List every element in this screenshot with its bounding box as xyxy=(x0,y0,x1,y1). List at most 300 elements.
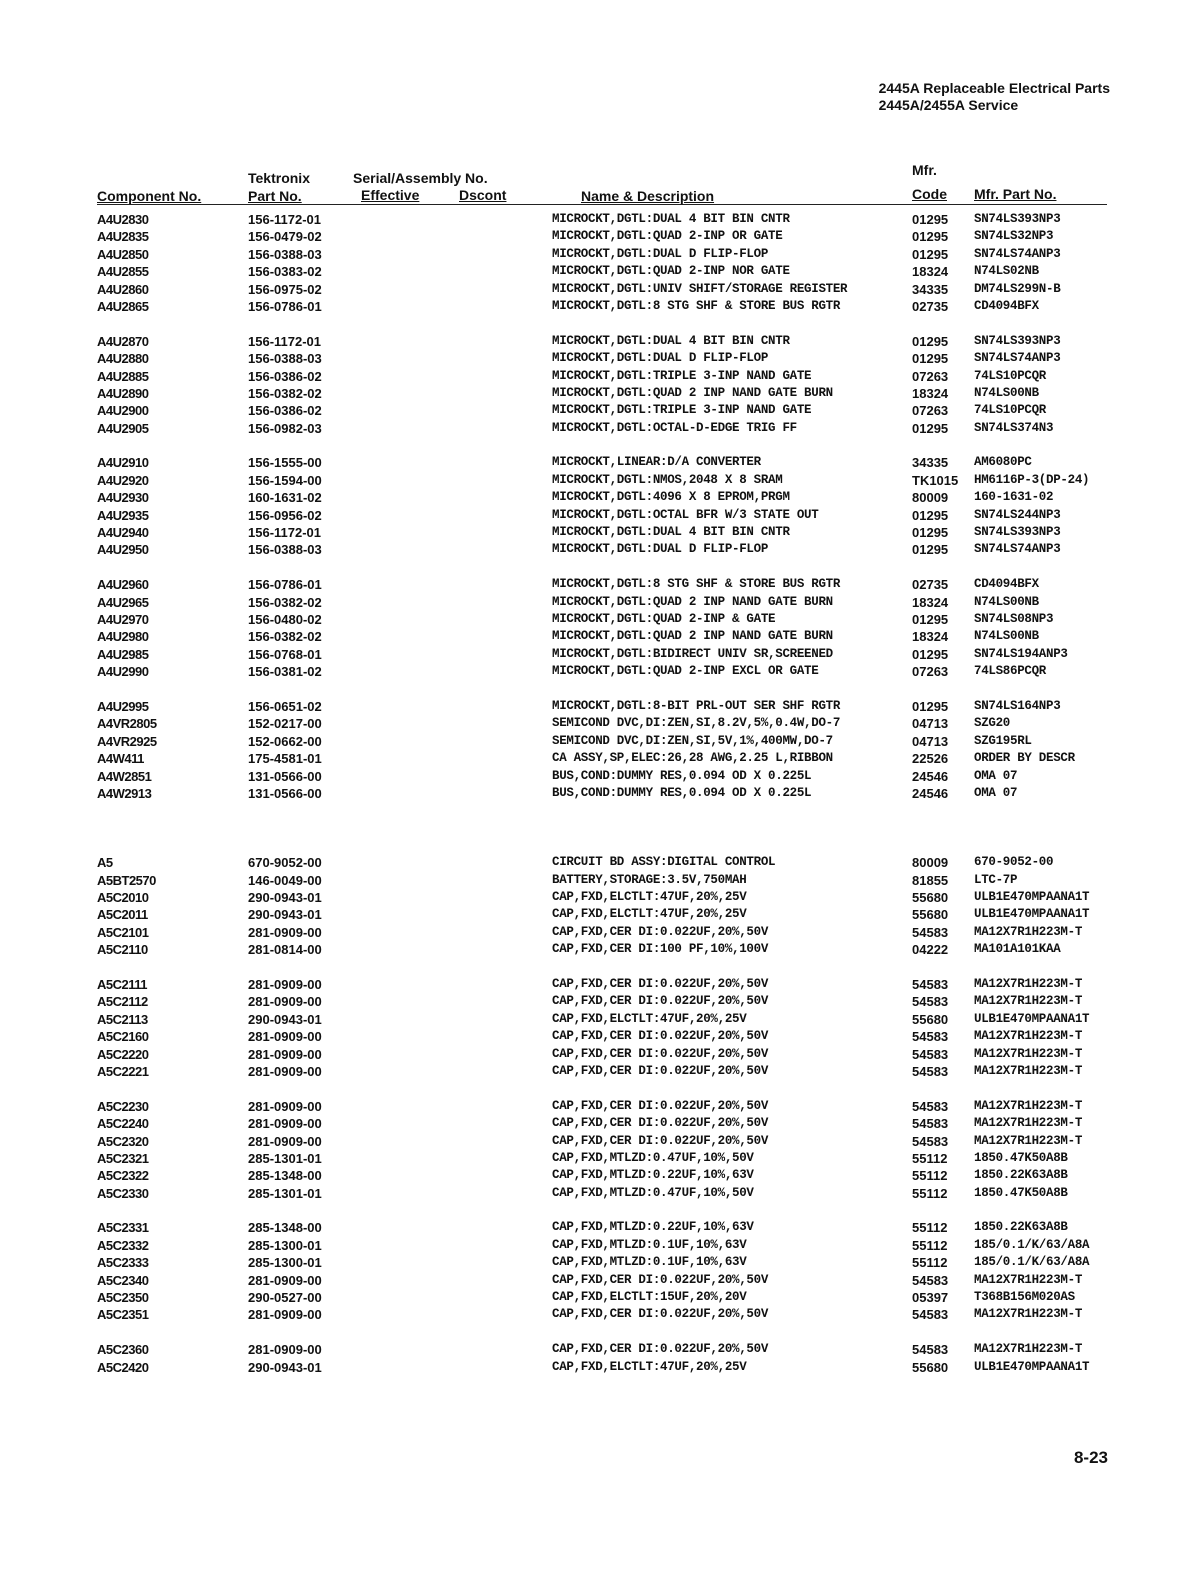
component-no: A5C2331 xyxy=(97,1220,149,1236)
table-row xyxy=(97,281,1117,298)
mfr-code: 07263 xyxy=(912,368,949,384)
description: BUS,COND:DUMMY RES,0.094 OD X 0.225L xyxy=(552,768,812,783)
mfr-code: 55112 xyxy=(912,1255,948,1271)
mfr-part-no: 185/0.1/K/63/A8A xyxy=(974,1237,1090,1252)
header-title: 2445A Replaceable Electrical Parts xyxy=(878,80,1110,96)
mfr-code: 01295 xyxy=(912,212,949,227)
description: CAP,FXD,CER DI:0.022UF,20%,50V xyxy=(552,977,769,992)
table-row xyxy=(97,402,1117,419)
mfr-code: 01295 xyxy=(912,333,949,349)
mfr-code: 54583 xyxy=(912,1098,949,1114)
part-no: 281-0909-00 xyxy=(248,1098,322,1114)
component-no: A5C2333 xyxy=(97,1255,149,1271)
component-no: A4VR2925 xyxy=(97,733,157,749)
component-no: A5C2011 xyxy=(97,907,148,923)
part-no: 156-0388-03 xyxy=(248,246,322,262)
mfr-code: 18324 xyxy=(912,385,949,401)
description: CAP,FXD,ELCTLT:47UF,20%,25V xyxy=(552,907,747,922)
part-no: 156-0651-02 xyxy=(248,698,322,714)
mfr-code: 54583 xyxy=(912,994,949,1010)
mfr-code: 55112 xyxy=(912,1185,948,1201)
mfr-part-no: ULB1E470MPAANA1T xyxy=(974,890,1090,905)
description: CAP,FXD,CER DI:0.022UF,20%,50V xyxy=(552,1063,769,1078)
component-no: A5C2240 xyxy=(97,1116,149,1132)
part-no: 156-0388-03 xyxy=(248,542,322,558)
mfr-part-no: SN74LS74ANP3 xyxy=(974,246,1061,261)
mfr-code: 34335 xyxy=(912,281,949,297)
table-row xyxy=(97,228,1117,245)
mfr-code: 54583 xyxy=(912,1029,949,1045)
mfr-part-no: MA12X7R1H223M-T xyxy=(974,1272,1083,1287)
part-no: 156-0388-03 xyxy=(248,351,322,367)
component-no: A4U2985 xyxy=(97,646,149,662)
part-no: 290-0527-00 xyxy=(248,1290,322,1306)
table-row xyxy=(97,646,1117,663)
table-row xyxy=(97,420,1117,437)
component-no: A4U2965 xyxy=(97,594,149,610)
parts-group xyxy=(97,976,1117,1080)
description: CAP,FXD,CER DI:0.022UF,20%,50V xyxy=(552,994,769,1009)
part-no: 156-0982-03 xyxy=(248,420,322,436)
mfr-part-no: MA12X7R1H223M-T xyxy=(974,1133,1083,1148)
table-row xyxy=(97,906,1117,923)
part-no: 156-0786-01 xyxy=(248,298,322,314)
component-no: A4W2913 xyxy=(97,785,152,801)
header-effective: Effective xyxy=(361,187,420,203)
part-no: 156-0386-02 xyxy=(248,368,322,384)
parts-group xyxy=(97,576,1117,680)
component-no: A4U2970 xyxy=(97,611,149,627)
table-row xyxy=(97,1115,1117,1132)
part-no: 156-0381-02 xyxy=(248,664,322,680)
mfr-part-no: MA12X7R1H223M-T xyxy=(974,977,1083,992)
table-row xyxy=(97,1306,1117,1323)
part-no: 156-0480-02 xyxy=(248,611,322,627)
part-no: 156-0768-01 xyxy=(248,646,322,662)
mfr-part-no: 185/0.1/K/63/A8A xyxy=(974,1255,1090,1270)
mfr-code: 01295 xyxy=(912,420,949,436)
mfr-code: 55112 xyxy=(912,1150,948,1166)
mfr-part-no: SN74LS08NP3 xyxy=(974,611,1054,626)
mfr-part-no: SN74LS32NP3 xyxy=(974,229,1054,244)
description: CAP,FXD,MTLZD:0.22UF,10%,63V xyxy=(552,1168,754,1183)
mfr-code: 55680 xyxy=(912,890,949,906)
mfr-part-no: DM74LS299N-B xyxy=(974,281,1061,296)
mfr-code: 22526 xyxy=(912,751,949,767)
description: MICROCKT,DGTL:QUAD 2-INP & GATE xyxy=(552,611,776,626)
mfr-code: 54583 xyxy=(912,1063,949,1079)
component-no: A4U2905 xyxy=(97,420,149,436)
table-row xyxy=(97,1289,1117,1306)
component-no: A5C2160 xyxy=(97,1029,149,1045)
component-no: A4W2851 xyxy=(97,768,152,784)
component-no: A5C2220 xyxy=(97,1046,149,1062)
mfr-code: 18324 xyxy=(912,629,949,645)
mfr-part-no: HM6116P-3(DP-24) xyxy=(974,472,1090,487)
part-no: 156-1172-01 xyxy=(248,525,322,541)
header-rule xyxy=(97,204,1107,205)
component-no: A5C2360 xyxy=(97,1342,149,1358)
description: MICROCKT,DGTL:TRIPLE 3-INP NAND GATE xyxy=(552,368,812,383)
mfr-part-no: MA12X7R1H223M-T xyxy=(974,1029,1083,1044)
description: MICROCKT,DGTL:8 STG SHF & STORE BUS RGTR xyxy=(552,298,841,313)
part-no: 156-0786-01 xyxy=(248,577,322,593)
description: MICROCKT,DGTL:8 STG SHF & STORE BUS RGTR xyxy=(552,577,841,592)
mfr-part-no: SN74LS74ANP3 xyxy=(974,351,1061,366)
mfr-code: 55680 xyxy=(912,1011,949,1027)
mfr-part-no: N74LS02NB xyxy=(974,264,1039,279)
column-headers xyxy=(97,162,1107,206)
component-no: A5C2111 xyxy=(97,977,147,993)
mfr-part-no: MA12X7R1H223M-T xyxy=(974,1342,1083,1357)
part-no: 285-1300-01 xyxy=(248,1237,322,1253)
mfr-code: 55112 xyxy=(912,1168,948,1184)
component-no: A5C2110 xyxy=(97,942,148,958)
mfr-code: 54583 xyxy=(912,1116,949,1132)
description: BUS,COND:DUMMY RES,0.094 OD X 0.225L xyxy=(552,785,812,800)
mfr-code: 07263 xyxy=(912,664,949,680)
table-row xyxy=(97,1219,1117,1236)
component-no: A4U2880 xyxy=(97,351,149,367)
header-mfr: Mfr. xyxy=(912,162,937,178)
description: MICROCKT,DGTL:QUAD 2-INP NOR GATE xyxy=(552,264,790,279)
mfr-code: 01295 xyxy=(912,646,949,662)
description: MICROCKT,DGTL:4096 X 8 EPROM,PRGM xyxy=(552,490,790,505)
part-no: 281-0909-00 xyxy=(248,1116,322,1132)
table-row xyxy=(97,298,1117,315)
part-no: 281-0909-00 xyxy=(248,1307,322,1323)
table-row xyxy=(97,993,1117,1010)
part-no: 290-0943-01 xyxy=(248,1011,322,1027)
part-no: 131-0566-00 xyxy=(248,768,322,784)
mfr-code: 80009 xyxy=(912,490,949,506)
mfr-part-no: MA101A101KAA xyxy=(974,942,1061,957)
mfr-part-no: N74LS00NB xyxy=(974,629,1039,644)
mfr-code: 34335 xyxy=(912,455,949,471)
part-no: 285-1300-01 xyxy=(248,1255,322,1271)
mfr-code: 01295 xyxy=(912,525,949,541)
part-no: 290-0943-01 xyxy=(248,1359,322,1375)
parts-group xyxy=(97,854,1117,958)
description: MICROCKT,DGTL:DUAL D FLIP-FLOP xyxy=(552,246,769,261)
table-row xyxy=(97,1254,1117,1271)
mfr-code: 55112 xyxy=(912,1237,948,1253)
table-row xyxy=(97,1046,1117,1063)
component-no: A5C2230 xyxy=(97,1098,149,1114)
description: CAP,FXD,CER DI:0.022UF,20%,50V xyxy=(552,1272,769,1287)
description: CAP,FXD,ELCTLT:47UF,20%,25V xyxy=(552,1359,747,1374)
part-no: 281-0909-00 xyxy=(248,1342,322,1358)
part-no: 285-1348-00 xyxy=(248,1220,322,1236)
mfr-part-no: ULB1E470MPAANA1T xyxy=(974,1011,1090,1026)
component-no: A5 xyxy=(97,855,113,871)
mfr-code: 18324 xyxy=(912,594,949,610)
description: MICROCKT,DGTL:BIDIRECT UNIV SR,SCREENED xyxy=(552,646,833,661)
parts-group xyxy=(97,1219,1117,1323)
table-row xyxy=(97,350,1117,367)
part-no: 156-1594-00 xyxy=(248,472,322,488)
component-no: A4U2990 xyxy=(97,664,149,680)
table-row xyxy=(97,1167,1117,1184)
table-row xyxy=(97,576,1117,593)
mfr-part-no: MA12X7R1H223M-T xyxy=(974,1307,1083,1322)
mfr-part-no: ORDER BY DESCR xyxy=(974,751,1075,766)
description: MICROCKT,DGTL:QUAD 2 INP NAND GATE BURN xyxy=(552,385,833,400)
table-row xyxy=(97,924,1117,941)
mfr-part-no: 670-9052-00 xyxy=(974,855,1054,870)
mfr-code: 54583 xyxy=(912,924,949,940)
table-row xyxy=(97,733,1117,750)
component-no: A5C2322 xyxy=(97,1168,149,1184)
mfr-code: 01295 xyxy=(912,611,949,627)
mfr-part-no: SZG195RL xyxy=(974,733,1032,748)
description: CAP,FXD,MTLZD:0.1UF,10%,63V xyxy=(552,1237,747,1252)
description: MICROCKT,DGTL:DUAL 4 BIT BIN CNTR xyxy=(552,333,790,348)
component-no: A4U2865 xyxy=(97,298,149,314)
component-no: A5C2321 xyxy=(97,1150,149,1166)
parts-group xyxy=(97,1098,1117,1202)
mfr-part-no: SN74LS74ANP3 xyxy=(974,542,1061,557)
component-no: A5C2320 xyxy=(97,1133,149,1149)
table-row xyxy=(97,246,1117,263)
table-row xyxy=(97,263,1117,280)
table-row xyxy=(97,1098,1117,1115)
header-name-description: Name & Description xyxy=(581,188,715,204)
component-no: A4U2830 xyxy=(97,212,149,227)
table-row xyxy=(97,611,1117,628)
part-no: 281-0909-00 xyxy=(248,994,322,1010)
mfr-code: 04222 xyxy=(912,942,949,958)
description: CAP,FXD,MTLZD:0.22UF,10%,63V xyxy=(552,1220,754,1235)
mfr-code: 01295 xyxy=(912,351,949,367)
mfr-part-no: ULB1E470MPAANA1T xyxy=(974,907,1090,922)
component-no: A4U2835 xyxy=(97,229,149,245)
part-no: 156-0386-02 xyxy=(248,403,322,419)
mfr-part-no: MA12X7R1H223M-T xyxy=(974,1116,1083,1131)
header-tektronix: Tektronix xyxy=(248,170,310,186)
part-no: 156-0382-02 xyxy=(248,385,322,401)
part-no: 175-4581-01 xyxy=(248,751,322,767)
table-row xyxy=(97,1063,1117,1080)
part-no: 156-0382-02 xyxy=(248,629,322,645)
description: MICROCKT,DGTL:TRIPLE 3-INP NAND GATE xyxy=(552,403,812,418)
mfr-code: 07263 xyxy=(912,403,949,419)
mfr-part-no: LTC-7P xyxy=(974,872,1018,887)
mfr-code: 81855 xyxy=(912,872,949,888)
mfr-part-no: AM6080PC xyxy=(974,455,1032,470)
mfr-code: 05397 xyxy=(912,1290,949,1306)
table-row xyxy=(97,768,1117,785)
table-row xyxy=(97,663,1117,680)
mfr-code: 01295 xyxy=(912,698,949,714)
parts-list xyxy=(97,211,1117,1393)
description: CAP,FXD,MTLZD:0.1UF,10%,63V xyxy=(552,1255,747,1270)
mfr-code: 04713 xyxy=(912,716,949,732)
component-no: A4U2910 xyxy=(97,455,149,471)
description: CAP,FXD,CER DI:0.022UF,20%,50V xyxy=(552,1342,769,1357)
table-row xyxy=(97,211,1117,228)
table-row xyxy=(97,333,1117,350)
table-row xyxy=(97,698,1117,715)
description: CAP,FXD,CER DI:0.022UF,20%,50V xyxy=(552,1098,769,1113)
mfr-part-no: 74LS10PCQR xyxy=(974,403,1047,418)
part-no: 281-0909-00 xyxy=(248,1133,322,1149)
component-no: A5C2420 xyxy=(97,1359,149,1375)
description: BATTERY,STORAGE:3.5V,750MAH xyxy=(552,872,747,887)
mfr-code: 02735 xyxy=(912,298,949,314)
description: MICROCKT,DGTL:OCTAL-D-EDGE TRIG FF xyxy=(552,420,797,435)
component-no: A4U2850 xyxy=(97,246,149,262)
table-row xyxy=(97,872,1117,889)
description: CAP,FXD,CER DI:0.022UF,20%,50V xyxy=(552,1133,769,1148)
part-no: 281-0909-00 xyxy=(248,1063,322,1079)
component-no: A4U2995 xyxy=(97,698,149,714)
mfr-part-no: N74LS00NB xyxy=(974,594,1039,609)
part-no: 156-1555-00 xyxy=(248,455,322,471)
table-row xyxy=(97,472,1117,489)
mfr-part-no: SN74LS194ANP3 xyxy=(974,646,1068,661)
component-no: A5C2332 xyxy=(97,1237,149,1253)
parts-group xyxy=(97,698,1117,802)
table-row xyxy=(97,854,1117,871)
description: MICROCKT,DGTL:NMOS,2048 X 8 SRAM xyxy=(552,472,783,487)
table-row xyxy=(97,1028,1117,1045)
parts-group xyxy=(97,333,1117,437)
table-row xyxy=(97,507,1117,524)
part-no: 146-0049-00 xyxy=(248,872,322,888)
part-no: 152-0662-00 xyxy=(248,733,322,749)
table-row xyxy=(97,489,1117,506)
component-no: A4U2935 xyxy=(97,507,149,523)
part-no: 285-1348-00 xyxy=(248,1168,322,1184)
parts-group xyxy=(97,454,1117,558)
mfr-part-no: MA12X7R1H223M-T xyxy=(974,994,1083,1009)
part-no: 281-0909-00 xyxy=(248,1272,322,1288)
mfr-part-no: CD4094BFX xyxy=(974,298,1039,313)
component-no: A4U2960 xyxy=(97,577,149,593)
component-no: A5C2113 xyxy=(97,1011,148,1027)
header-code: Code xyxy=(912,186,947,202)
table-row xyxy=(97,1359,1117,1376)
part-no: 152-0217-00 xyxy=(248,716,322,732)
table-row xyxy=(97,1133,1117,1150)
mfr-code: 54583 xyxy=(912,1046,949,1062)
component-no: A4U2900 xyxy=(97,403,149,419)
mfr-part-no: SN74LS164NP3 xyxy=(974,698,1061,713)
part-no: 290-0943-01 xyxy=(248,890,322,906)
parts-group xyxy=(97,211,1117,315)
description: SEMICOND DVC,DI:ZEN,SI,5V,1%,400MW,DO-7 xyxy=(552,733,833,748)
mfr-part-no: SZG20 xyxy=(974,716,1011,731)
description: CA ASSY,SP,ELEC:26,28 AWG,2.25 L,RIBBON xyxy=(552,751,833,766)
header-part-no: Part No. xyxy=(248,188,302,204)
table-row xyxy=(97,594,1117,611)
description: CAP,FXD,CER DI:0.022UF,20%,50V xyxy=(552,1116,769,1131)
table-row xyxy=(97,628,1117,645)
page-number: 8-23 xyxy=(1073,1448,1108,1467)
component-no: A4W411 xyxy=(97,751,144,767)
part-no: 131-0566-00 xyxy=(248,785,322,801)
component-no: A5C2350 xyxy=(97,1290,149,1306)
component-no: A5C2340 xyxy=(97,1272,149,1288)
description: CAP,FXD,ELCTLT:15UF,20%,20V xyxy=(552,1290,747,1305)
mfr-part-no: 160-1631-02 xyxy=(974,490,1054,505)
table-row xyxy=(97,368,1117,385)
description: CAP,FXD,CER DI:0.022UF,20%,50V xyxy=(552,1046,769,1061)
part-no: 281-0909-00 xyxy=(248,1029,322,1045)
description: CAP,FXD,CER DI:0.022UF,20%,50V xyxy=(552,1029,769,1044)
mfr-part-no: N74LS00NB xyxy=(974,385,1039,400)
table-row xyxy=(97,385,1117,402)
description: CAP,FXD,CER DI:100 PF,10%,100V xyxy=(552,942,769,957)
mfr-code: 55680 xyxy=(912,1359,949,1375)
part-no: 670-9052-00 xyxy=(248,855,322,871)
component-no: A5C2101 xyxy=(97,924,149,940)
header-subtitle: 2445A/2455A Service xyxy=(878,97,1019,113)
mfr-code: 18324 xyxy=(912,264,949,280)
part-no: 285-1301-01 xyxy=(248,1150,322,1166)
description: CAP,FXD,CER DI:0.022UF,20%,50V xyxy=(552,924,769,939)
part-no: 156-0479-02 xyxy=(248,229,322,245)
component-no: A5C2330 xyxy=(97,1185,149,1201)
table-row xyxy=(97,976,1117,993)
mfr-code: 54583 xyxy=(912,1342,949,1358)
parts-group xyxy=(97,1341,1117,1376)
mfr-code: 02735 xyxy=(912,577,949,593)
mfr-code: 54583 xyxy=(912,977,949,993)
mfr-part-no: SN74LS393NP3 xyxy=(974,525,1061,540)
mfr-part-no: SN74LS244NP3 xyxy=(974,507,1061,522)
mfr-part-no: OMA 07 xyxy=(974,768,1018,783)
description: MICROCKT,DGTL:UNIV SHIFT/STORAGE REGISTER xyxy=(552,281,848,296)
component-no: A5C2221 xyxy=(97,1063,149,1079)
component-no: A4U2855 xyxy=(97,264,149,280)
component-no: A4U2885 xyxy=(97,368,149,384)
page-header xyxy=(879,80,1110,114)
mfr-code: 55112 xyxy=(912,1220,948,1236)
table-row xyxy=(97,1185,1117,1202)
table-row xyxy=(97,1150,1117,1167)
description: CAP,FXD,ELCTLT:47UF,20%,25V xyxy=(552,1011,747,1026)
component-no: A4U2860 xyxy=(97,281,149,297)
component-no: A5BT2570 xyxy=(97,872,156,888)
table-row xyxy=(97,715,1117,732)
description: MICROCKT,DGTL:8-BIT PRL-OUT SER SHF RGTR xyxy=(552,698,841,713)
mfr-code: TK1015 xyxy=(912,472,959,488)
description: MICROCKT,DGTL:DUAL D FLIP-FLOP xyxy=(552,542,769,557)
component-no: A5C2351 xyxy=(97,1307,149,1323)
mfr-part-no: T368B156M020AS xyxy=(974,1290,1075,1305)
header-dscont: Dscont xyxy=(459,187,507,203)
component-no: A4VR2805 xyxy=(97,716,157,732)
mfr-part-no: MA12X7R1H223M-T xyxy=(974,924,1083,939)
description: MICROCKT,DGTL:QUAD 2 INP NAND GATE BURN xyxy=(552,594,833,609)
mfr-part-no: CD4094BFX xyxy=(974,577,1039,592)
description: MICROCKT,DGTL:DUAL 4 BIT BIN CNTR xyxy=(552,212,790,226)
mfr-code: 01295 xyxy=(912,507,949,523)
part-no: 290-0943-01 xyxy=(248,907,322,923)
mfr-code: 24546 xyxy=(912,768,949,784)
table-row xyxy=(97,889,1117,906)
mfr-code: 24546 xyxy=(912,785,949,801)
description: CIRCUIT BD ASSY:DIGITAL CONTROL xyxy=(552,855,776,870)
component-no: A4U2870 xyxy=(97,333,149,349)
description: CAP,FXD,MTLZD:0.47UF,10%,50V xyxy=(552,1150,754,1165)
mfr-code: 01295 xyxy=(912,229,949,245)
description: MICROCKT,LINEAR:D/A CONVERTER xyxy=(552,455,761,470)
mfr-code: 80009 xyxy=(912,855,949,871)
table-row xyxy=(97,524,1117,541)
